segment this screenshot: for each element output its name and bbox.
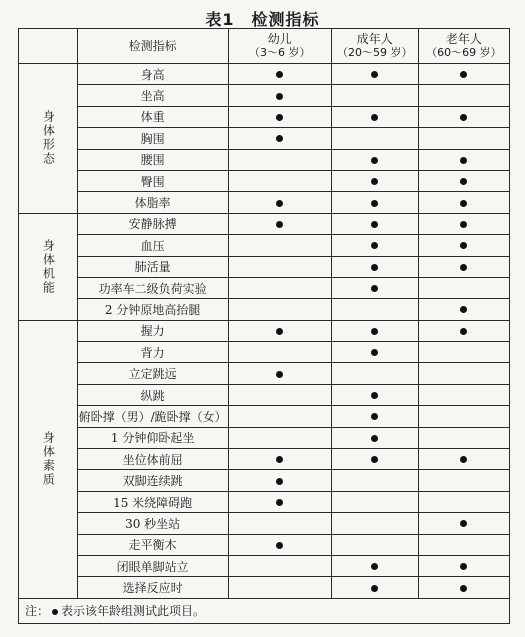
table-row [19, 513, 510, 534]
tested-dot-icon [371, 456, 378, 463]
mark-cell-child [228, 235, 331, 256]
table-row [19, 213, 510, 234]
tested-dot-icon [371, 285, 378, 292]
table-row [19, 320, 510, 341]
table-row [19, 128, 510, 149]
tested-dot-icon [371, 114, 378, 121]
indicator-label: 胸围 [77, 128, 228, 149]
indicator-label: 1 分钟仰卧起坐 [77, 427, 228, 448]
indicator-label: 坐位体前屈 [77, 449, 228, 470]
tested-dot-icon [371, 71, 378, 78]
tested-dot-icon [460, 71, 467, 78]
mark-cell-adult [331, 427, 418, 448]
tested-dot-icon [371, 264, 378, 271]
mark-cell-adult [331, 513, 418, 534]
table-row [19, 470, 510, 491]
indicator-table [18, 28, 510, 624]
mark-cell-elderly [418, 406, 509, 427]
header-group-elderly [418, 29, 509, 64]
tested-dot-icon [276, 200, 283, 207]
mark-cell-elderly [418, 235, 509, 256]
mark-cell-child [228, 470, 331, 491]
tested-dot-icon [371, 349, 378, 356]
mark-cell-child [228, 513, 331, 534]
mark-cell-elderly [418, 213, 509, 234]
mark-cell-child [228, 577, 331, 598]
tested-dot-icon [460, 200, 467, 207]
indicator-label: 30 秒坐站 [77, 513, 228, 534]
mark-cell-elderly [418, 363, 509, 384]
mark-cell-adult [331, 555, 418, 576]
tested-dot-icon [371, 178, 378, 185]
indicator-label: 俯卧撑（男）/跪卧撑（女） [77, 406, 228, 427]
mark-cell-child [228, 128, 331, 149]
mark-cell-elderly [418, 170, 509, 191]
mark-cell-child [228, 427, 331, 448]
tested-dot-icon [371, 328, 378, 335]
category-cell [19, 64, 78, 214]
tested-dot-icon [371, 435, 378, 442]
mark-cell-child [228, 299, 331, 320]
indicator-label: 坐高 [77, 85, 228, 106]
table-row [19, 299, 510, 320]
mark-cell-elderly [418, 513, 509, 534]
indicator-label: 握力 [77, 320, 228, 341]
table-row [19, 449, 510, 470]
mark-cell-adult [331, 235, 418, 256]
table-row [19, 384, 510, 405]
tested-dot-icon [460, 563, 467, 570]
mark-cell-elderly [418, 128, 509, 149]
table-body [19, 64, 510, 599]
table-row [19, 64, 510, 85]
table-row [19, 85, 510, 106]
note-row [19, 598, 510, 623]
indicator-label: 功率车二级负荷实验 [77, 277, 228, 298]
group-name: 成年人 [356, 32, 393, 46]
header-blank-cell [19, 29, 78, 64]
mark-cell-child [228, 85, 331, 106]
tested-dot-icon [460, 585, 467, 592]
mark-cell-adult [331, 299, 418, 320]
tested-dot-icon [276, 135, 283, 142]
mark-cell-adult [331, 277, 418, 298]
indicator-label: 2 分钟原地高抬腿 [77, 299, 228, 320]
tested-dot-icon [460, 328, 467, 335]
table-title: 表1 检测指标 [205, 10, 320, 29]
mark-cell-child [228, 192, 331, 213]
mark-cell-elderly [418, 85, 509, 106]
mark-cell-child [228, 170, 331, 191]
tested-dot-icon [460, 178, 467, 185]
tested-dot-icon [460, 221, 467, 228]
table-row [19, 235, 510, 256]
mark-cell-elderly [418, 555, 509, 576]
mark-cell-elderly [418, 64, 509, 85]
group-name: 幼儿 [267, 32, 292, 46]
header-group-adult [331, 29, 418, 64]
indicator-label: 安静脉搏 [77, 213, 228, 234]
tested-dot-icon [371, 585, 378, 592]
indicator-label: 血压 [77, 235, 228, 256]
group-range: （20～59 岁） [337, 46, 413, 59]
mark-cell-adult [331, 491, 418, 512]
tested-dot-icon [460, 242, 467, 249]
tested-dot-icon [460, 520, 467, 527]
indicator-label: 体重 [77, 106, 228, 127]
table-row [19, 277, 510, 298]
mark-cell-child [228, 555, 331, 576]
group-range: （60～69 岁） [426, 46, 502, 59]
tested-dot-icon [460, 157, 467, 164]
mark-cell-elderly [418, 192, 509, 213]
table-note [19, 598, 510, 623]
mark-cell-elderly [418, 534, 509, 555]
mark-cell-adult [331, 363, 418, 384]
table-row [19, 363, 510, 384]
table-row [19, 427, 510, 448]
mark-cell-elderly [418, 106, 509, 127]
mark-cell-adult [331, 384, 418, 405]
tested-dot-icon [276, 114, 283, 121]
tested-dot-icon [276, 71, 283, 78]
category-cell [19, 320, 78, 598]
group-name: 老年人 [445, 32, 482, 46]
mark-cell-elderly [418, 427, 509, 448]
tested-dot-icon [460, 114, 467, 121]
mark-cell-elderly [418, 149, 509, 170]
tested-dot-icon [371, 242, 378, 249]
mark-cell-elderly [418, 320, 509, 341]
mark-cell-child [228, 106, 331, 127]
indicator-label: 身高 [77, 64, 228, 85]
table-row [19, 491, 510, 512]
mark-cell-adult [331, 170, 418, 191]
note-text: 表示该年龄组测试此项目。 [61, 604, 206, 619]
header-indicator: 检测指标 [77, 29, 228, 64]
indicator-label: 肺活量 [77, 256, 228, 277]
mark-cell-child [228, 534, 331, 555]
table-row [19, 256, 510, 277]
mark-cell-elderly [418, 256, 509, 277]
mark-cell-child [228, 491, 331, 512]
mark-cell-elderly [418, 299, 509, 320]
mark-cell-adult [331, 85, 418, 106]
tested-dot-icon [276, 328, 283, 335]
tested-dot-icon [276, 221, 283, 228]
mark-cell-adult [331, 406, 418, 427]
tested-dot-icon [371, 563, 378, 570]
indicator-label: 走平衡木 [77, 534, 228, 555]
tested-dot-icon [460, 306, 467, 313]
indicator-label: 双脚连续跳 [77, 470, 228, 491]
category-label: 身体形态 [41, 110, 56, 167]
mark-cell-adult [331, 213, 418, 234]
mark-cell-elderly [418, 342, 509, 363]
mark-cell-adult [331, 64, 418, 85]
indicator-label: 臀围 [77, 170, 228, 191]
mark-cell-adult [331, 470, 418, 491]
mark-cell-elderly [418, 577, 509, 598]
mark-cell-adult [331, 342, 418, 363]
tested-dot-icon [276, 478, 283, 485]
mark-cell-adult [331, 534, 418, 555]
mark-cell-elderly [418, 470, 509, 491]
table-row [19, 406, 510, 427]
category-cell [19, 213, 78, 320]
tested-dot-icon [460, 264, 467, 271]
mark-cell-child [228, 342, 331, 363]
mark-cell-child [228, 64, 331, 85]
mark-cell-elderly [418, 277, 509, 298]
mark-cell-adult [331, 128, 418, 149]
table-row [19, 534, 510, 555]
mark-cell-child [228, 449, 331, 470]
table-row [19, 149, 510, 170]
tested-dot-icon [276, 456, 283, 463]
indicator-label: 体脂率 [77, 192, 228, 213]
table-row [19, 170, 510, 191]
tested-dot-icon [276, 93, 283, 100]
mark-cell-child [228, 149, 331, 170]
table-row [19, 555, 510, 576]
indicator-label: 背力 [77, 342, 228, 363]
note-prefix: 注： [25, 604, 50, 619]
header-row [19, 29, 510, 64]
mark-cell-elderly [418, 491, 509, 512]
mark-cell-child [228, 320, 331, 341]
indicator-label: 立定跳远 [77, 363, 228, 384]
tested-dot-icon [371, 413, 378, 420]
mark-cell-adult [331, 577, 418, 598]
mark-cell-elderly [418, 449, 509, 470]
tested-dot-icon [276, 499, 283, 506]
mark-cell-child [228, 384, 331, 405]
mark-cell-child [228, 406, 331, 427]
mark-cell-child [228, 363, 331, 384]
indicator-label: 15 米绕障碍跑 [77, 491, 228, 512]
tested-dot-icon [371, 200, 378, 207]
indicator-label: 纵跳 [77, 384, 228, 405]
mark-cell-adult [331, 449, 418, 470]
header-group-child [228, 29, 331, 64]
table-row [19, 192, 510, 213]
tested-dot-icon [371, 392, 378, 399]
mark-cell-child [228, 256, 331, 277]
mark-cell-adult [331, 256, 418, 277]
indicator-label: 选择反应时 [77, 577, 228, 598]
mark-cell-adult [331, 106, 418, 127]
mark-cell-adult [331, 149, 418, 170]
mark-cell-child [228, 213, 331, 234]
group-range: （3～6 岁） [248, 46, 311, 59]
mark-cell-adult [331, 192, 418, 213]
category-label: 身体机能 [41, 238, 56, 295]
indicator-label: 腰围 [77, 149, 228, 170]
tested-dot-icon [371, 157, 378, 164]
category-label: 身体素质 [41, 431, 56, 488]
tested-dot-icon [276, 542, 283, 549]
table-row [19, 106, 510, 127]
mark-cell-elderly [418, 384, 509, 405]
mark-cell-adult [331, 320, 418, 341]
tested-dot-icon [371, 221, 378, 228]
indicator-label: 闭眼单脚站立 [77, 555, 228, 576]
tested-dot-icon [460, 456, 467, 463]
tested-dot-icon [276, 371, 283, 378]
bullet-dot-icon [52, 609, 58, 615]
mark-cell-child [228, 277, 331, 298]
table-row [19, 577, 510, 598]
table-row [19, 342, 510, 363]
